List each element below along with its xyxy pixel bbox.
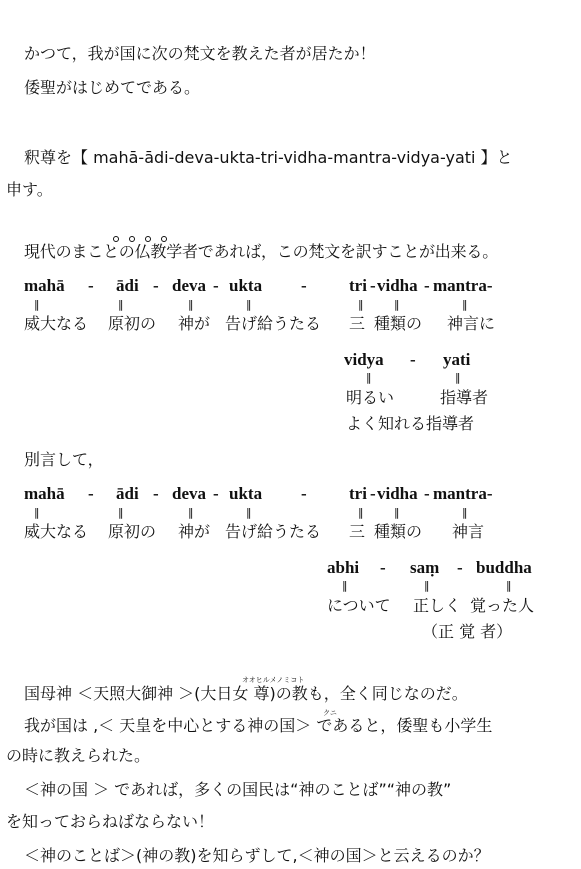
japanese-gloss: 神が bbox=[178, 522, 211, 541]
equals-bar: ‖ bbox=[366, 371, 372, 384]
translate-line: 現代のまことの仏教学者であれば，この梵文を訳すことが出来る。 bbox=[24, 242, 499, 261]
ruby-annotation: オオヒルメノミコト bbox=[242, 676, 305, 684]
sanskrit-word: mantra- bbox=[433, 276, 493, 295]
sanskrit-hyphen: - bbox=[213, 484, 219, 503]
japanese-gloss: 神言 bbox=[452, 522, 485, 541]
japanese-gloss: 覚った人 bbox=[470, 596, 535, 615]
japanese-gloss: について bbox=[327, 596, 391, 615]
equals-bar: ‖ bbox=[455, 371, 461, 384]
japanese-gloss: （正 覚 者） bbox=[422, 622, 513, 641]
equals-bar: ‖ bbox=[394, 506, 400, 519]
closing-line-1: 国母神 ＜天照大御神 ＞(大日女 尊)の教も，全く同じなのだ。 bbox=[24, 684, 468, 703]
equals-bar: ‖ bbox=[358, 506, 364, 519]
sanskrit-word: tri bbox=[349, 276, 367, 295]
japanese-gloss: 威大なる bbox=[24, 522, 89, 541]
sanskrit-word: vidha bbox=[377, 276, 418, 295]
equals-bar: ‖ bbox=[424, 579, 430, 592]
equals-bar: ‖ bbox=[358, 298, 364, 311]
sanskrit-hyphen: - bbox=[301, 276, 307, 295]
closing-line-2: 我が国は ,＜ 天皇を中心とする神の国＞ であると，倭聖も小学生 bbox=[24, 716, 493, 735]
sanskrit-word: deva bbox=[172, 276, 206, 295]
japanese-gloss: 原初の bbox=[108, 314, 157, 333]
japanese-gloss: 三 bbox=[349, 522, 366, 541]
equals-bar: ‖ bbox=[342, 579, 348, 592]
sanskrit-hyphen: - bbox=[424, 276, 430, 295]
intro-line-1: かつて，我が国に次の梵文を教えた者が居たか！ bbox=[24, 44, 376, 63]
sanskrit-word: mantra- bbox=[433, 484, 493, 503]
intro-line-2: 倭聖がはじめてである。 bbox=[24, 78, 201, 97]
sanskrit-hyphen: - bbox=[410, 350, 416, 369]
sanskrit-hyphen: - bbox=[153, 484, 159, 503]
japanese-gloss: 神が bbox=[178, 314, 211, 333]
sakyamuni-line-2: 申す。 bbox=[6, 180, 53, 199]
japanese-gloss: 正しく bbox=[413, 596, 462, 615]
alt-line: 別言して， bbox=[24, 450, 104, 469]
sanskrit-word: yati bbox=[443, 350, 471, 369]
sanskrit-word: abhi bbox=[327, 558, 360, 577]
equals-bar: ‖ bbox=[188, 298, 194, 311]
sanskrit-word: ukta bbox=[229, 276, 263, 295]
equals-bar: ‖ bbox=[118, 298, 124, 311]
sanskrit-word: saṃ bbox=[410, 558, 440, 577]
ruby-annotation: クニ bbox=[323, 709, 337, 717]
japanese-gloss: よく知れる指導者 bbox=[346, 414, 475, 433]
closing-line-5: を知っておらねばならない！ bbox=[6, 812, 215, 831]
equals-bar: ‖ bbox=[462, 298, 468, 311]
japanese-gloss: 種類の bbox=[374, 314, 423, 333]
sanskrit-word: vidha bbox=[377, 484, 418, 503]
sanskrit-hyphen: - bbox=[301, 484, 307, 503]
sanskrit-word: mahā bbox=[24, 484, 65, 503]
closing-line-6: ＜神のことば＞(神の教)を知らずして,＜神の国＞と云えるのか？ bbox=[24, 846, 490, 865]
sanskrit-hyphen: - bbox=[88, 484, 94, 503]
sanskrit-word: deva bbox=[172, 484, 206, 503]
sanskrit-hyphen: - bbox=[88, 276, 94, 295]
japanese-gloss: 種類の bbox=[374, 522, 423, 541]
japanese-gloss: 威大なる bbox=[24, 314, 89, 333]
closing-line-3: の時に教えられた。 bbox=[6, 746, 151, 765]
sanskrit-hyphen: - bbox=[457, 558, 463, 577]
equals-bar: ‖ bbox=[394, 298, 400, 311]
japanese-gloss: 指導者 bbox=[440, 388, 489, 407]
japanese-gloss: 告げ給うたる bbox=[225, 522, 322, 541]
sanskrit-word: vidya bbox=[344, 350, 384, 369]
sanskrit-hyphen: - bbox=[213, 276, 219, 295]
equals-bar: ‖ bbox=[34, 506, 40, 519]
sanskrit-word: ādi bbox=[116, 484, 139, 503]
sakyamuni-line-1: 釈尊を【 mahā-ādi-deva-ukta-tri-vidha-mantra-vidya-yati 】と bbox=[24, 148, 513, 167]
sanskrit-hyphen: - bbox=[153, 276, 159, 295]
closing-line-4: ＜神の国 ＞ であれば，多くの国民は“神のことば”“神の教” bbox=[24, 780, 452, 799]
sanskrit-word: buddha bbox=[476, 558, 532, 577]
japanese-gloss: 神言に bbox=[447, 314, 496, 333]
equals-bar: ‖ bbox=[34, 298, 40, 311]
japanese-gloss: 原初の bbox=[108, 522, 157, 541]
sanskrit-hyphen: - bbox=[370, 484, 376, 503]
sanskrit-hyphen: - bbox=[370, 276, 376, 295]
sanskrit-hyphen: - bbox=[424, 484, 430, 503]
sanskrit-word: ādi bbox=[116, 276, 139, 295]
japanese-gloss: 告げ給うたる bbox=[225, 314, 322, 333]
equals-bar: ‖ bbox=[246, 298, 252, 311]
equals-bar: ‖ bbox=[462, 506, 468, 519]
equals-bar: ‖ bbox=[188, 506, 194, 519]
equals-bar: ‖ bbox=[118, 506, 124, 519]
sanskrit-word: ukta bbox=[229, 484, 263, 503]
equals-bar: ‖ bbox=[246, 506, 252, 519]
sanskrit-word: mahā bbox=[24, 276, 65, 295]
sanskrit-hyphen: - bbox=[380, 558, 386, 577]
japanese-gloss: 明るい bbox=[346, 388, 395, 407]
japanese-gloss: 三 bbox=[349, 314, 366, 333]
equals-bar: ‖ bbox=[506, 579, 512, 592]
sanskrit-word: tri bbox=[349, 484, 367, 503]
